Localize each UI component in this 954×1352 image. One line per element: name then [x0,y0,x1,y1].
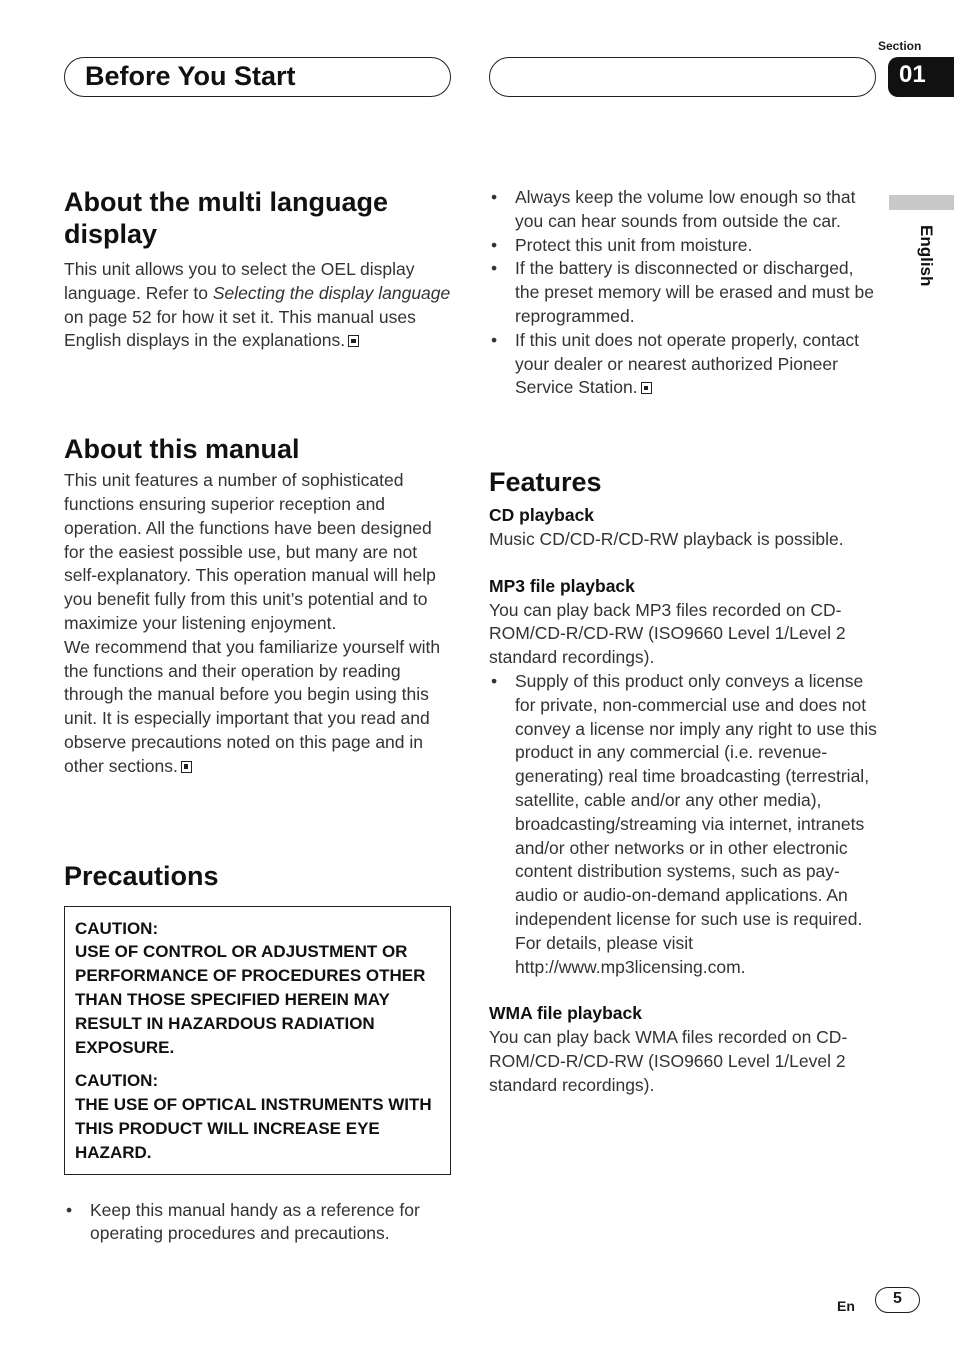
heading-about-manual: About this manual [64,434,300,465]
right-column [489,186,879,1098]
left-column [64,186,454,1246]
section-number-badge: 01 [888,57,954,97]
list-item: • Always keep the volume low enough so that you can hear sounds from outside the car. [489,186,879,234]
multi-language-reference: Selecting the display language [212,282,451,303]
list-item: • Supply of this product only conveys a license for private, non-commercial use and does not convey a license nor imply any right to use this product in any commercial (i.e. revenue-generating) real time broadcasting (terrestrial, satellite, cable and/or any other media), broadcasting/streaming via internet, intranets and/or other networks or in other electronic content distribution systems, such as pay-audio or audio-on-demand applications. An independent license for such use is required. For details, please visit http://www.mp3licensing.com. [489,670,879,979]
footer-language: En [837,1298,855,1314]
page-number: 5 [875,1287,920,1313]
about-manual-paragraph-1: This unit features a number of sophisticated functions ensuring superior reception and operation. All the functions have been designed for the easiest possible use, but many are not self-explanatory. This operation manual will help you benefit fully from this unit’s potential and to maximize your listening enjoyment. [64,470,436,633]
end-mark-icon [181,761,192,773]
caution-label-1: CAUTION: [75,918,159,938]
caution-text-1: USE OF CONTROL OR ADJUSTMENT OR PERFORMANCE OF PROCEDURES OTHER THAN THOSE SPECIFIED HEREIN MAY RESULT IN HAZARDOUS RADIATION EXPOSURE. [75,942,426,1057]
caution-box [64,906,451,1175]
subheading-cd-playback: CD playback [489,505,595,526]
subheading-mp3-playback: MP3 file playback [489,575,635,596]
list-item: • Protect this unit from moisture. [489,234,879,258]
multi-language-text-a: This unit allows you to select the OEL display language. Refer to [64,259,415,303]
mp3-playback-text: You can play back MP3 files recorded on CD-ROM/CD-R/CD-RW (ISO9660 Level 1/Level 2 standard recordings). [489,599,846,668]
cd-playback-text: Music CD/CD-R/CD-RW playback is possible. [489,528,844,549]
language-tab-bar [889,195,954,210]
chapter-title-pill [64,57,451,97]
language-tab-label: English [917,225,936,287]
multi-language-paragraph [64,258,454,353]
end-mark-icon [641,382,652,394]
about-manual-paragraph-2 [64,636,454,779]
wma-playback-text: You can play back WMA files recorded on CD-ROM/CD-R/CD-RW (ISO9660 Level 1/Level 2 standard recordings). [489,1027,848,1095]
end-mark-icon [348,335,359,347]
section-label: Section [878,39,922,53]
list-item [489,329,879,400]
chapter-title: Before You Start [85,61,296,91]
header-empty-pill [489,57,876,97]
caution-text-2: THE USE OF OPTICAL INSTRUMENTS WITH THIS PRODUCT WILL INCREASE EYE HAZARD. [75,1095,432,1162]
mp3-bullets [489,670,879,979]
heading-multi-language: About the multi language display [64,187,388,249]
multi-language-text-b: on page 52 for how it set it. This manual uses English displays in the explanations. [64,306,416,351]
precautions-bullets [489,186,879,400]
subheading-wma-playback: WMA file playback [489,1003,642,1024]
precautions-list [64,1199,454,1247]
list-item: • Keep this manual handy as a reference for operating procedures and precautions. [64,1199,454,1247]
list-item-text: If this unit does not operate properly, contact your dealer or nearest authorized Pioneer Service Station. [515,329,860,398]
heading-features: Features [489,467,602,498]
list-item: • If the battery is disconnected or discharged, the preset memory will be erased and must be reprogrammed. [489,257,879,328]
heading-precautions: Precautions [64,860,219,891]
about-manual-paragraph-2-text: We recommend that you familiarize yourself with the functions and their operation by reading through the manual before you begin using this unit. It is especially important that you read and observe precautions noted on this page and in other sections. [64,636,441,776]
caution-label-2: CAUTION: [75,1071,159,1091]
